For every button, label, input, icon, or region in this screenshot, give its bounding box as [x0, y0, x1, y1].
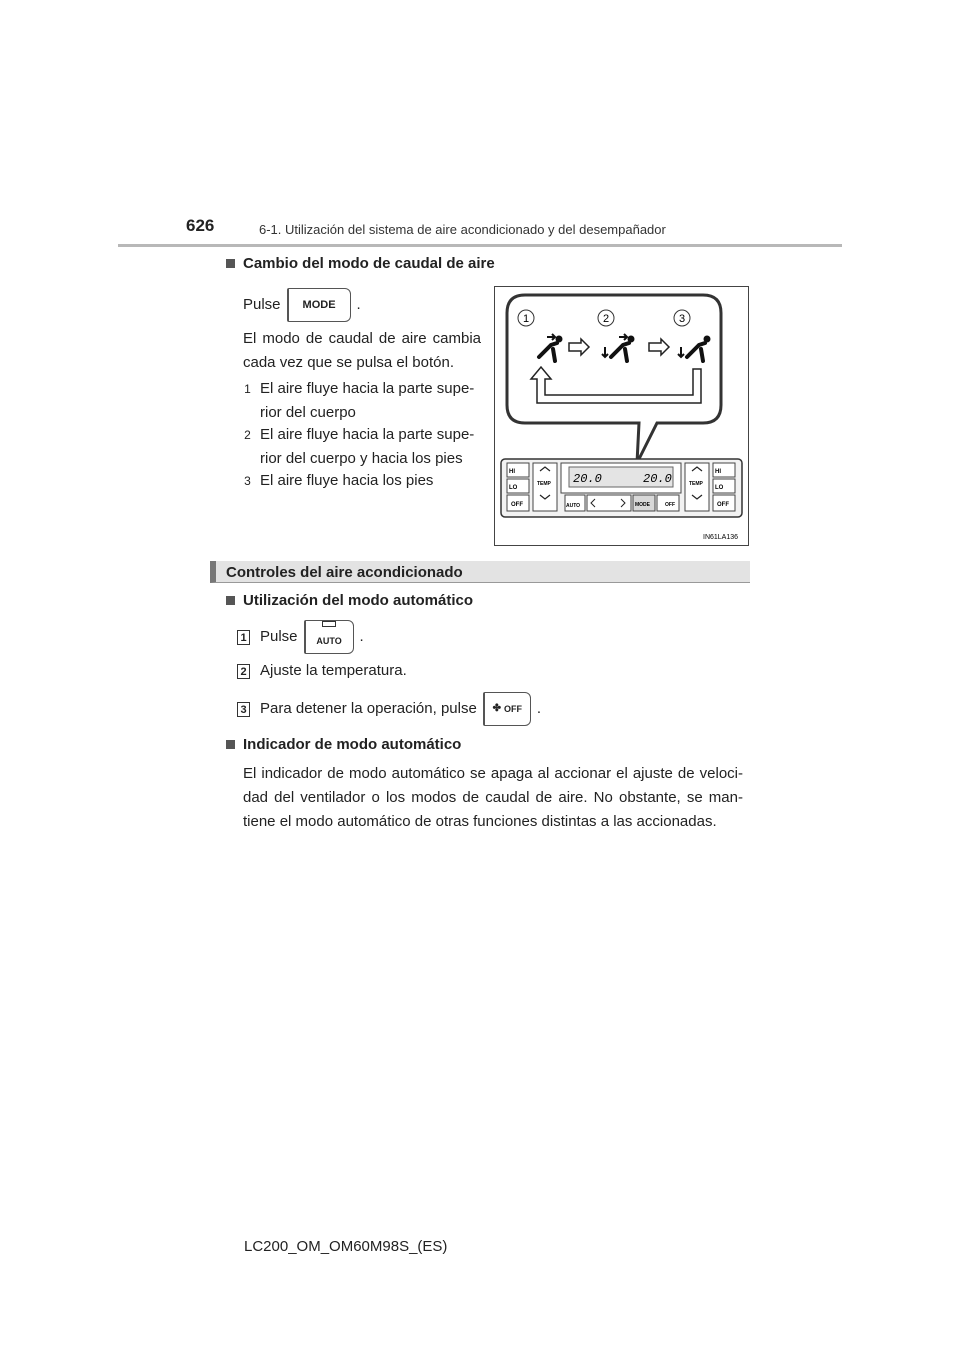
header-divider	[118, 244, 842, 247]
page-number: 626	[186, 216, 215, 235]
airflow-item-3	[240, 469, 433, 493]
auto-mode-heading	[226, 592, 473, 609]
auto-indicator-heading-text: Indicador de modo automático	[243, 736, 462, 753]
panel-temp-right: TEMP	[689, 481, 703, 487]
step-3-suffix: .	[536, 700, 541, 717]
step-1	[260, 620, 364, 654]
fan-icon: ✤	[492, 703, 501, 714]
body-line-1: El indicador de modo automático se apaga al accionar el ajuste de veloci-	[243, 765, 743, 782]
panel-lo-left: LO	[509, 485, 518, 491]
panel-temp-left: TEMP	[537, 481, 551, 487]
bullet-square	[226, 259, 235, 268]
figure-drawing	[495, 287, 748, 545]
body-line-2: dad del ventilador o los modos de caudal de aire. No obstante, se man-	[243, 789, 743, 806]
item-line-1: El aire fluye hacia los pies	[260, 472, 434, 489]
airflow-item-1	[240, 377, 474, 425]
body-line-3: tiene el modo automático de otras funciones distintas a las accionadas.	[243, 813, 717, 830]
panel-mode: MODE	[635, 502, 650, 508]
chapter-title: 6-1. Utilización del sistema de aire acondicionado y del desempañador	[259, 222, 666, 237]
item-number: 2	[244, 427, 251, 442]
step-2-text: Ajuste la temperatura.	[260, 662, 407, 679]
auto-mode-heading-text: Utilización del modo automático	[243, 592, 474, 609]
panel-hi-right: HI	[715, 469, 721, 475]
auto-indicator-body	[243, 762, 743, 834]
airflow-heading-text: Cambio del modo de caudal de aire	[243, 255, 495, 272]
auto-indicator-heading	[226, 736, 461, 753]
panel-auto: AUTO	[566, 503, 581, 509]
display-left-temp: 20.0	[573, 472, 602, 486]
bullet-square	[226, 740, 235, 749]
item-line-1: El aire fluye hacia la parte supe-	[260, 426, 475, 443]
section-header	[210, 561, 750, 583]
item-number: 3	[244, 473, 251, 488]
step-3-text: Para detener la operación, pulse	[260, 700, 477, 717]
climate-panel	[501, 459, 742, 517]
display-right-temp: 20.0	[643, 472, 672, 486]
airflow-description	[243, 327, 481, 375]
airflow-figure	[494, 286, 749, 546]
mode-label-1: 1	[522, 313, 530, 325]
indicator-icon	[322, 621, 336, 627]
mode-key-icon: MODE	[287, 288, 351, 322]
fan-off-key-label: OFF	[504, 704, 522, 714]
press-suffix: .	[356, 296, 361, 313]
bullet-square	[226, 596, 235, 605]
document-code: LC200_OM_OM60M98S_(ES)	[244, 1238, 448, 1255]
step-number-3: 3	[237, 702, 250, 717]
airflow-item-2	[240, 423, 474, 471]
item-line-2: rior del cuerpo	[260, 404, 356, 421]
panel-hi-left: HI	[509, 469, 515, 475]
panel-off-left: OFF	[511, 502, 523, 508]
mode-label-3: 3	[678, 313, 686, 325]
step-1-suffix: .	[359, 628, 364, 645]
press-prefix: Pulse	[243, 296, 281, 313]
desc-line-1: El modo de caudal de aire cambia	[243, 330, 481, 347]
step-number-1: 1	[237, 630, 250, 645]
panel-off-right: OFF	[717, 502, 729, 508]
airflow-heading	[226, 255, 495, 272]
section-title: Controles del aire acondicionado	[226, 564, 463, 581]
auto-key-label: AUTO	[316, 636, 342, 646]
press-mode-line	[243, 288, 361, 322]
step-number-2: 2	[237, 664, 250, 679]
figure-code: IN61LA136	[703, 534, 739, 541]
item-number: 1	[244, 381, 251, 396]
panel-fan-off: OFF	[665, 502, 675, 508]
auto-key-icon	[304, 620, 354, 654]
fan-off-key-icon	[483, 692, 531, 726]
step-3	[260, 692, 541, 726]
mode-label-2: 2	[602, 313, 610, 325]
step-1-text: Pulse	[260, 628, 298, 645]
item-line-2: rior del cuerpo y hacia los pies	[260, 450, 463, 467]
panel-lo-right: LO	[715, 485, 724, 491]
desc-line-2: cada vez que se pulsa el botón.	[243, 354, 454, 371]
item-line-1: El aire fluye hacia la parte supe-	[260, 380, 475, 397]
